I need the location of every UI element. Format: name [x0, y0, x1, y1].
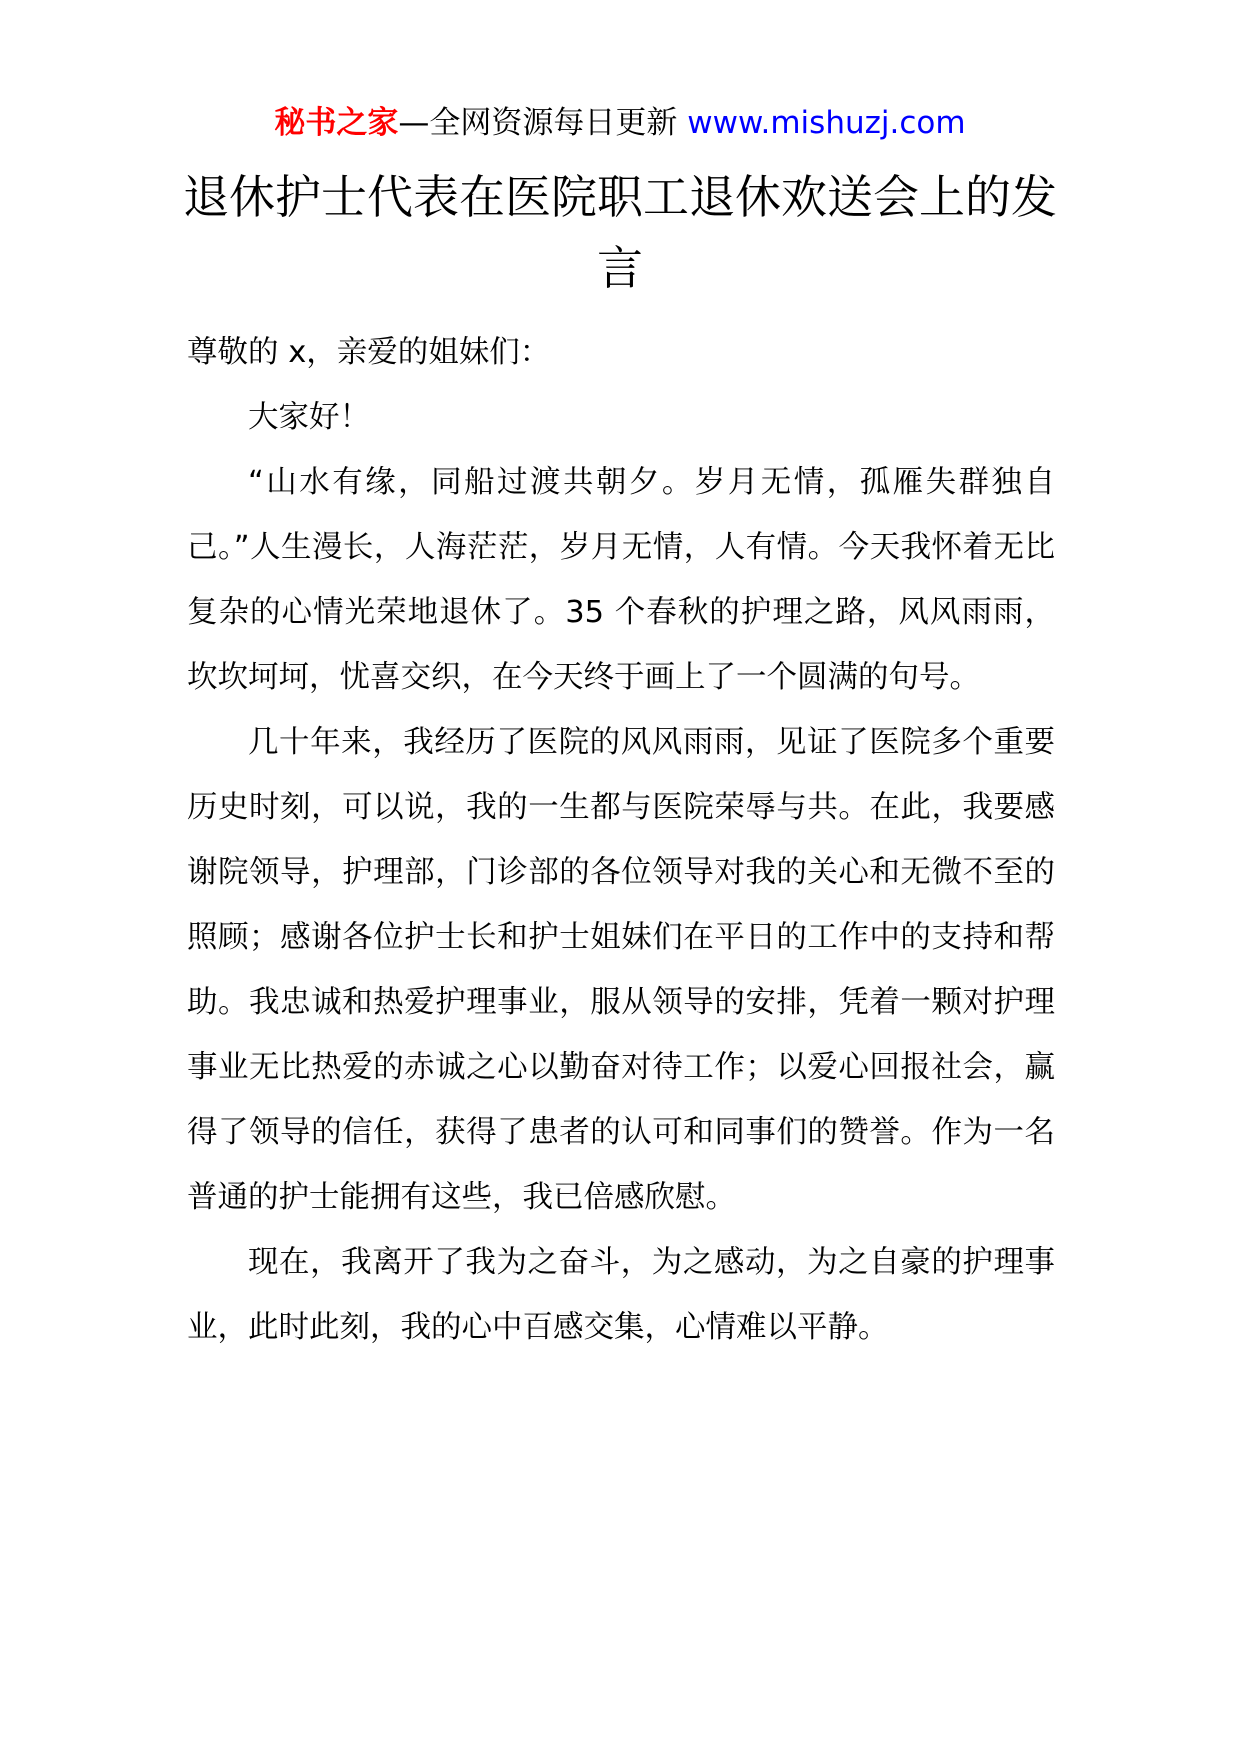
document-title: 退休护士代表在医院职工退休欢送会上的发言: [183, 170, 1057, 295]
body-paragraph: 几十年来，我经历了医院的风风雨雨，见证了医院多个重要历史时刻，可以说，我的一生都与医院荣辱与共。在此，我要感谢院领导，护理部，门诊部的各位领导对我的关心和无微不至的照顾；感谢各位护士长和护士姐妹们在平日的工作中的支持和帮助。我忠诚和热爱护理事业，服从领导的安排，凭着一颗对护理事业无比热爱的赤诚之心以勤奋对待工作；以爱心回报社会，赢得了领导的信任，获得了患者的认可和同事们的赞誉。作为一名普通的护士能拥有这些，我已倍感欣慰。: [187, 725, 1055, 1215]
site-header: [0, 100, 1240, 146]
body-paragraph: 现在，我离开了我为之奋斗，为之感动，为之自豪的护理事业，此时此刻，我的心中百感交集，心情难以平静。: [187, 1245, 1055, 1345]
site-brand: 秘书之家: [274, 105, 399, 141]
site-tagline: —全网资源每日更新: [398, 105, 688, 141]
site-url-link[interactable]: www.mishuzj.com: [687, 105, 966, 141]
greeting-paragraph: 大家好！: [248, 400, 370, 435]
body-paragraph: “山水有缘，同船过渡共朝夕。岁月无情，孤雁失群独自己。”人生漫长，人海茫茫，岁月无情，人有情。今天我怀着无比复杂的心情光荣地退休了。35 个春秋的护理之路，风风雨雨，坎坎坷坷，忧喜交织，在今天终于画上了一个圆满的句号。: [187, 465, 1055, 695]
document-body: [187, 320, 1055, 1360]
salutation: 尊敬的 x，亲爱的姐妹们：: [187, 335, 551, 370]
